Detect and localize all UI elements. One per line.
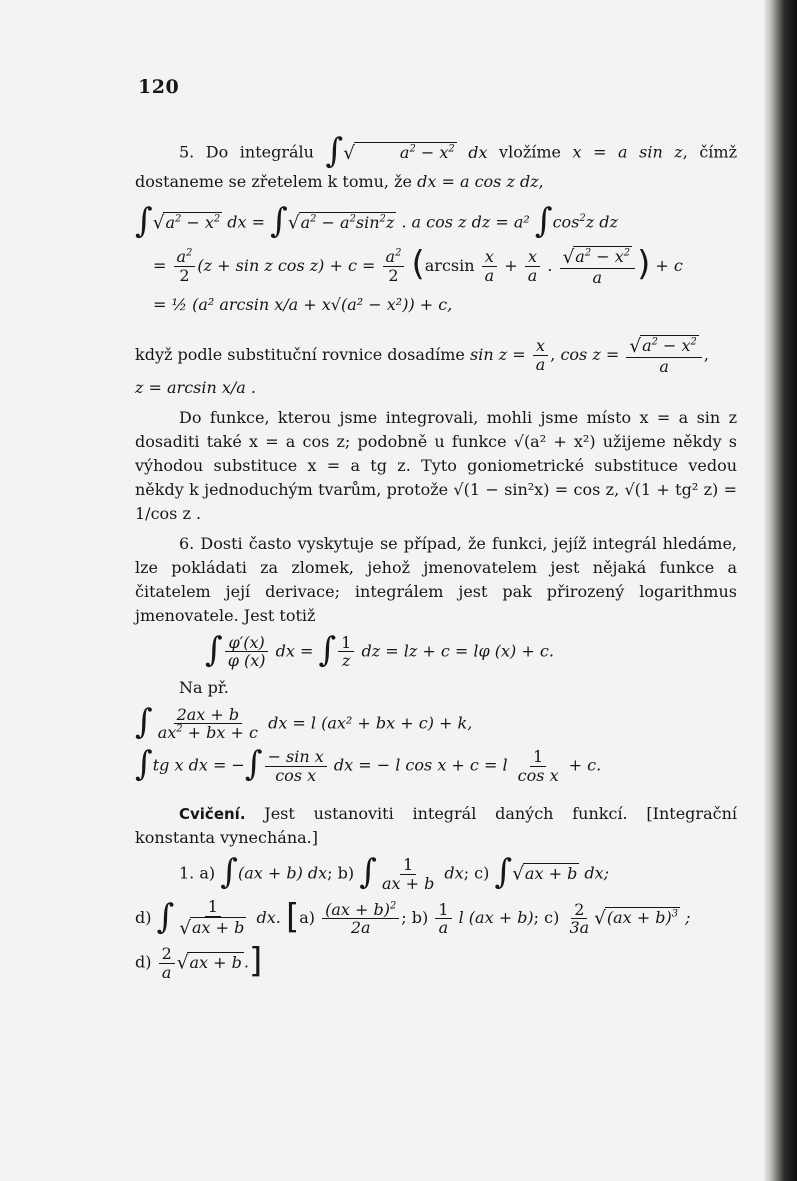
section-5-paragraph-2: Do funkce, kterou jsme integrovali, mohli jsme místo x = a sin z dosaditi také x = a cos z; podobně u funkce √(a² + x²) užijeme někdy s výhodou substituce x = a tg z. Tyto goniometrické substituce vedou někdy k jednoduchým tvarům, protože √(1 − sin²x) = cos z, √(1 + tg² z) = 1/cos z . <box>135 407 737 523</box>
page-content <box>135 131 738 987</box>
page-binding-edge <box>769 0 797 1181</box>
calc-line-3: = ½ (a² arcsin x/a + x√(a² − x²)) + c, <box>153 294 453 314</box>
calc-line-2: = $\frac{a^2}{2}$ (z + sin z cos z) + c = $\frac{a^2}{2}$ (arcsin $\frac{x}{a}$ + $\frac{x}{a}$ . $\frac{√a^2 - x^2}{a}$ ) + c <box>153 244 683 288</box>
page-number: 120 <box>138 76 180 98</box>
exercise-line-1: 1. a) ∫(ax + b) dx; b) ∫ $\frac{1}{ax + b}$ dx; c) ∫√ax + b dx; <box>179 852 610 893</box>
log-derivative-formula: ∫ $\frac{\varphi'(x)}{\varphi (x)}$ dx = ∫ $\frac{1}{z}$ dz = lz + c = lφ (x) + c. <box>205 629 554 671</box>
calc-line-1: $\int√a^2 - x^2$ dx = $\int√a^2 - a^2\sin^2z$ . a cos z dz = a² $\int\cos^2z$ dz <box>135 201 618 241</box>
exercise-heading: Cvičení. <box>179 805 246 824</box>
substitution-text: když podle substituční rovnice dosadíme sin z = $\frac{x}{a}$ , cos z = $\frac{√a^2 - x^2}{a}$ , <box>135 335 709 377</box>
exercise-intro: Cvičení. Jest ustanoviti integrál daných funkcí. [Integrační konstanta vynechána.] <box>135 804 737 848</box>
example-label: Na př. <box>179 677 229 697</box>
example-1: ∫ $\frac{2ax + b}{ax^2 + bx + c}$ dx = l (ax² + bx + c) + k, <box>135 701 473 743</box>
section-6-paragraph: 6. Dosti často vyskytuje se případ, že funkci, jejíž integrál hledáme, lze pokládati za zlomek, jehož jmenovatelem jest nějaká funkce a čitatelem její derivace; integrálem jest pak přirozený logarithmus jmenovatele. Jest totiž <box>135 533 737 625</box>
exercise-line-3: d) $\frac{2}{a}$ √ax + b .] <box>135 941 263 982</box>
substitution-z: z = arcsin x/a . <box>135 377 256 397</box>
section-5-intro: 5. Do integrálu ∫√ $a^2 - x^2$ dx vložíme x = a sin z, čímž dostaneme se zřetelem k tomu, že dx = a cos z dz, <box>135 131 738 191</box>
exercise-line-2: d) ∫ $\frac{1}{√ax + b}$ dx. [a) $\frac{(ax + b)^2}{2a}$ ; b) $\frac{1}{a}$ l (ax + b); c) $\frac{2}{3a}$ √(ax + b)$^3$ ; <box>135 896 691 939</box>
example-2: ∫tg x dx = −∫ $\frac{\text{− sin x}}{\text{cos x}}$ dx = − l cos x + c = l $\frac{1}{\text{cos x}}$ + c. <box>135 744 602 785</box>
